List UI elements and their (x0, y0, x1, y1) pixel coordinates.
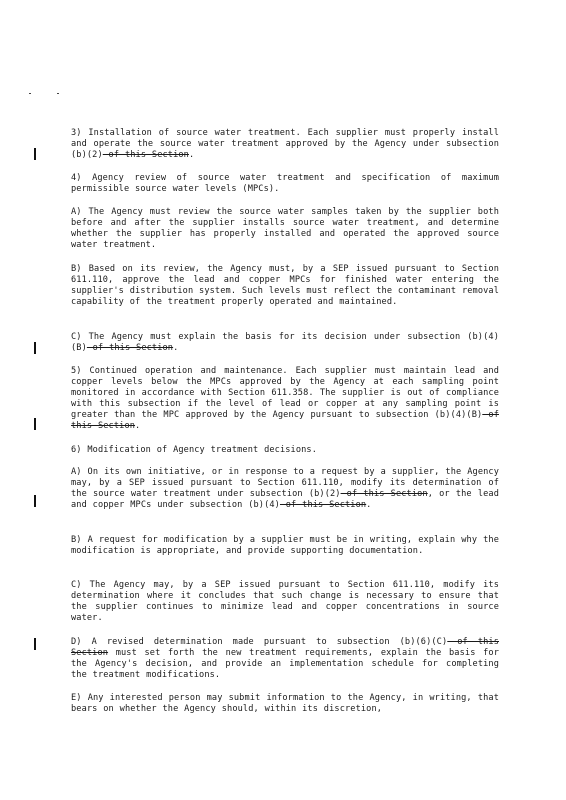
paragraph-4-agency-review (71, 173, 499, 195)
revision-bar (34, 148, 36, 160)
revision-bar (34, 418, 36, 430)
revision-bar (34, 495, 36, 507)
paragraph-4a (71, 207, 499, 251)
text-segment: C) The Agency must explain the basis for its decision under subsection (b)(4)(B) (71, 332, 499, 353)
text-segment: A) The Agency must review the source water samples taken by the supplier both before and after the supplier installs source water treatment, and determine whether the supplier has properly installed and operated the approved source water treatment. (71, 207, 499, 250)
paragraph-6-modification (71, 445, 499, 456)
struck-text-segment: of this Section (71, 637, 499, 658)
struck-text-segment: of this Section (71, 409, 499, 431)
paragraph-6a (71, 467, 499, 511)
text-segment: 6) Modification of Agency treatment decisions. (71, 445, 318, 455)
paragraph-6c (71, 580, 499, 624)
text-segment: C) The Agency may, by a SEP issued pursuant to Section 611.110, modify its determination where it concludes that such change is necessary to ensure that the supplier continues to minimize lead and copper concentrations in source water. (71, 580, 499, 623)
text-segment: . (366, 499, 372, 510)
paragraph-3-installation (71, 128, 499, 161)
text-segment: must set forth the new treatment requirements, explain the basis for the Agency's decision, and provide an implementation schedule for completing the treatment modifications. (71, 647, 499, 680)
text-segment: A) On its own initiative, or in response to a request by a supplier, the Agency may, by a SEP issued pursuant to Section 611.110, modify its determination of the source water treatment under subsection (b)(2) (71, 467, 499, 499)
scan-speck (57, 93, 59, 94)
struck-text-segment: of this Section (102, 149, 189, 160)
paragraph-6d (71, 637, 499, 681)
revision-bar (34, 638, 36, 650)
struck-text-segment: of this Section (86, 342, 174, 353)
paragraph-5-continued-operation (71, 366, 499, 431)
revision-bar (34, 342, 36, 354)
text-segment: , or the lead and copper MPCs under subsection (b)(4) (71, 488, 499, 510)
text-segment: . (188, 149, 195, 160)
text-segment: 4) Agency review of source water treatment and specification of maximum permissible source water levels (MPCs). (71, 173, 499, 194)
paragraph-4b (71, 264, 499, 308)
text-segment: . (173, 342, 179, 353)
text-segment: 5) Continued operation and maintenance. Each supplier must maintain lead and copper levels below the MPCs approved by the Agency at each sampling point monitored in accordance with Section 611.358. The supplier is out of compliance with this subsection if the level of lead or copper at any sampling point is greater than the MPC approved by the Agency pursuant to subsection (b)(4)(B) (71, 366, 499, 420)
paragraph-6e (71, 693, 499, 715)
paragraph-4c (71, 332, 499, 354)
text-segment: B) A request for modification by a supplier must be in writing, explain why the modification is appropriate, and provide supporting documentation. (71, 535, 499, 556)
paragraph-6b (71, 535, 499, 557)
text-segment: E) Any interested person may submit information to the Agency, in writing, that bears on whether the Agency should, within its discretion, (71, 693, 499, 714)
text-segment: . (135, 420, 141, 431)
text-segment: 3) Installation of source water treatment. Each supplier must properly install and operate the source water treatment approved by the Agency under subsection (b)(2) (71, 128, 499, 160)
text-segment: B) Based on its review, the Agency must, by a SEP issued pursuant to Section 611.110, approve the lead and copper MPCs for finished water entering the supplier's distribution system. Such levels must reflect the contaminant removal capability of the treatment properly operated and maintained. (71, 264, 500, 307)
text-segment: D) A revised determination made pursuant to subsection (b)(6)(C) (71, 637, 448, 647)
scan-speck (29, 93, 31, 94)
struck-text-segment: of this Section (340, 488, 428, 499)
struck-text-segment: of this Section (279, 499, 367, 510)
